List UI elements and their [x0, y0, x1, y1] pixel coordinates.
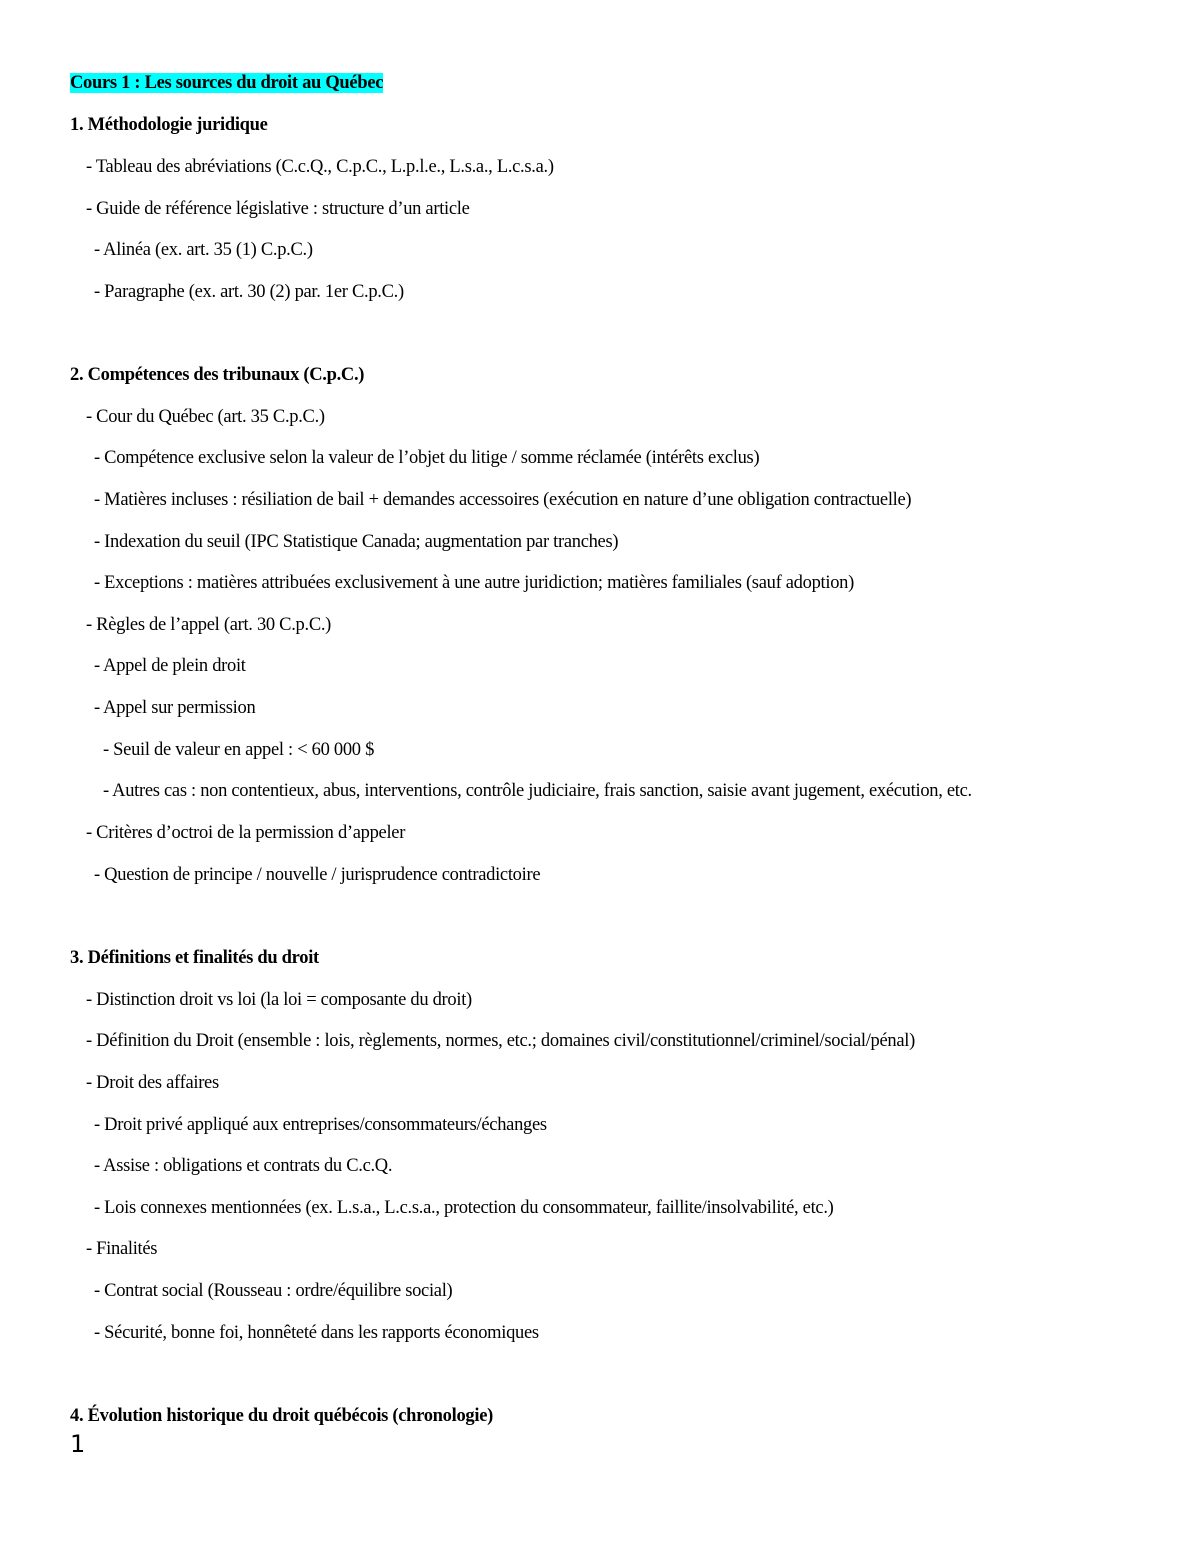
list-item: - Autres cas : non contentieux, abus, interventions, contrôle judiciaire, frais sanction, saisie avant jugement, exécution, etc.: [103, 781, 972, 801]
list-item: - Définition du Droit (ensemble : lois, règlements, normes, etc.; domaines civil/constitutionnel/criminel/social/pénal): [86, 1031, 915, 1051]
section-heading-competences: 2. Compétences des tribunaux (C.p.C.): [70, 365, 365, 385]
list-item: - Tableau des abréviations (C.c.Q., C.p.C., L.p.l.e., L.s.a., L.c.s.a.): [86, 157, 554, 177]
list-item: - Exceptions : matières attribuées exclusivement à une autre juridiction; matières familiales (sauf adoption): [94, 573, 854, 593]
list-item: - Indexation du seuil (IPC Statistique Canada; augmentation par tranches): [94, 532, 619, 552]
list-item: - Droit privé appliqué aux entreprises/consommateurs/échanges: [94, 1115, 547, 1135]
list-item: - Matières incluses : résiliation de bail + demandes accessoires (exécution en nature d’une obligation contractuelle): [94, 490, 912, 510]
list-item: - Appel sur permission: [94, 698, 256, 718]
list-item: - Droit des affaires: [86, 1073, 219, 1093]
list-item: - Critères d’octroi de la permission d’appeler: [86, 823, 406, 843]
list-item: - Appel de plein droit: [94, 656, 246, 676]
list-item: - Alinéa (ex. art. 35 (1) C.p.C.): [94, 240, 313, 260]
list-item: - Distinction droit vs loi (la loi = composante du droit): [86, 990, 472, 1010]
list-item: - Lois connexes mentionnées (ex. L.s.a., L.c.s.a., protection du consommateur, faillite/insolvabilité, etc.): [94, 1198, 834, 1218]
list-item: - Compétence exclusive selon la valeur de l’objet du litige / somme réclamée (intérêts exclus): [94, 448, 760, 468]
page-number: 1: [70, 1430, 86, 1458]
list-item: - Sécurité, bonne foi, honnêteté dans les rapports économiques: [94, 1323, 539, 1343]
list-item: - Question de principe / nouvelle / jurisprudence contradictoire: [94, 865, 541, 885]
list-item: - Contrat social (Rousseau : ordre/équilibre social): [94, 1281, 453, 1301]
list-item: - Finalités: [86, 1239, 158, 1259]
list-item: - Règles de l’appel (art. 30 C.p.C.): [86, 615, 332, 635]
list-item: - Seuil de valeur en appel : < 60 000 $: [103, 740, 375, 760]
document-title: [70, 72, 383, 94]
list-item: - Paragraphe (ex. art. 30 (2) par. 1er C.p.C.): [94, 282, 404, 302]
list-item: - Assise : obligations et contrats du C.c.Q.: [94, 1156, 393, 1176]
section-heading-methodologie: 1. Méthodologie juridique: [70, 115, 268, 135]
section-heading-definitions: 3. Définitions et finalités du droit: [70, 948, 319, 968]
list-item: - Cour du Québec (art. 35 C.p.C.): [86, 407, 325, 427]
section-heading-evolution: 4. Évolution historique du droit québécois (chronologie): [70, 1406, 493, 1426]
title-highlight: Cours 1 : Les sources du droit au Québec: [70, 73, 384, 93]
list-item: - Guide de référence législative : structure d’un article: [86, 199, 470, 219]
